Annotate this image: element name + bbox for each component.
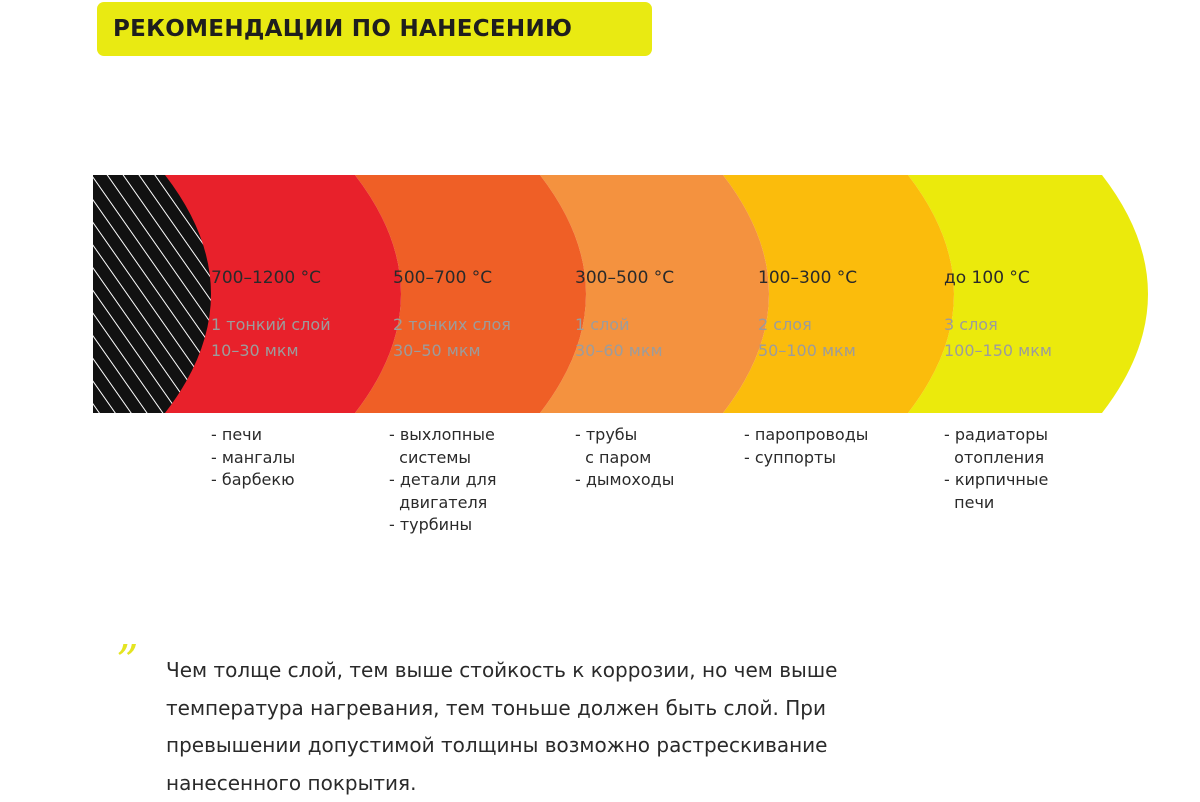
zone-temperature: 500–700 °С — [393, 268, 511, 288]
zone-temperature: до 100 °С — [944, 268, 1052, 288]
list-item: системы — [389, 447, 497, 470]
page-title: РЕКОМЕНДАЦИИ ПО НАНЕСЕНИЮ — [113, 16, 572, 42]
list-item: - выхлопные — [389, 424, 497, 447]
list-item: - мангалы — [211, 447, 295, 470]
recommendation-note — [166, 652, 926, 802]
zone-uses-list-3 — [575, 424, 674, 492]
list-item: печи — [944, 492, 1048, 515]
list-item: - кирпичные — [944, 469, 1048, 492]
note-line: Чем толще слой, тем выше стойкость к коррозии, но чем выше — [166, 652, 926, 690]
list-item: - печи — [211, 424, 295, 447]
note-line: превышении допустимой толщины возможно растрескивание — [166, 727, 926, 765]
zone-coating-thickness: 100–150 мкм — [944, 338, 1052, 364]
zone-coating — [575, 312, 674, 364]
zone-temperature: 700–1200 °С — [211, 268, 331, 288]
zone-temperature: 300–500 °С — [575, 268, 674, 288]
zone-coating-thickness: 30–60 мкм — [575, 338, 674, 364]
zone-uses-list-1 — [211, 424, 295, 492]
note-line: температура нагревания, тем тоньше должен быть слой. При — [166, 690, 926, 728]
list-item: - турбины — [389, 514, 497, 537]
zone-coating — [393, 312, 511, 364]
zone-uses-list-5 — [944, 424, 1048, 514]
zone-coating — [758, 312, 857, 364]
zone-coating — [211, 312, 331, 364]
zone-coating-layers: 1 тонкий слой — [211, 312, 331, 338]
note-line: нанесенного покрытия. — [166, 765, 926, 802]
zone-coating-layers: 1 слой — [575, 312, 674, 338]
zone-uses-list-4 — [744, 424, 868, 469]
zone-coating — [944, 312, 1052, 364]
list-item: двигателя — [389, 492, 497, 515]
list-item: - дымоходы — [575, 469, 674, 492]
zone-label-2 — [393, 268, 511, 364]
zone-label-4 — [758, 268, 857, 364]
zone-label-3 — [575, 268, 674, 364]
zone-coating-layers: 2 слоя — [758, 312, 857, 338]
zone-coating-thickness: 10–30 мкм — [211, 338, 331, 364]
zone-coating-layers: 3 слоя — [944, 312, 1052, 338]
zone-coating-layers: 2 тонких слоя — [393, 312, 511, 338]
list-item: - трубы — [575, 424, 674, 447]
zone-coating-thickness: 30–50 мкм — [393, 338, 511, 364]
zone-temperature: 100–300 °С — [758, 268, 857, 288]
zone-label-5 — [944, 268, 1052, 364]
quote-mark-icon: ” — [116, 640, 139, 684]
list-item: - радиаторы — [944, 424, 1048, 447]
list-item: - паропроводы — [744, 424, 868, 447]
list-item: - детали для — [389, 469, 497, 492]
list-item: отопления — [944, 447, 1048, 470]
zone-coating-thickness: 50–100 мкм — [758, 338, 857, 364]
list-item: с паром — [575, 447, 674, 470]
zone-label-1 — [211, 268, 331, 364]
list-item: - барбекю — [211, 469, 295, 492]
list-item: - суппорты — [744, 447, 868, 470]
zone-uses-list-2 — [389, 424, 497, 537]
